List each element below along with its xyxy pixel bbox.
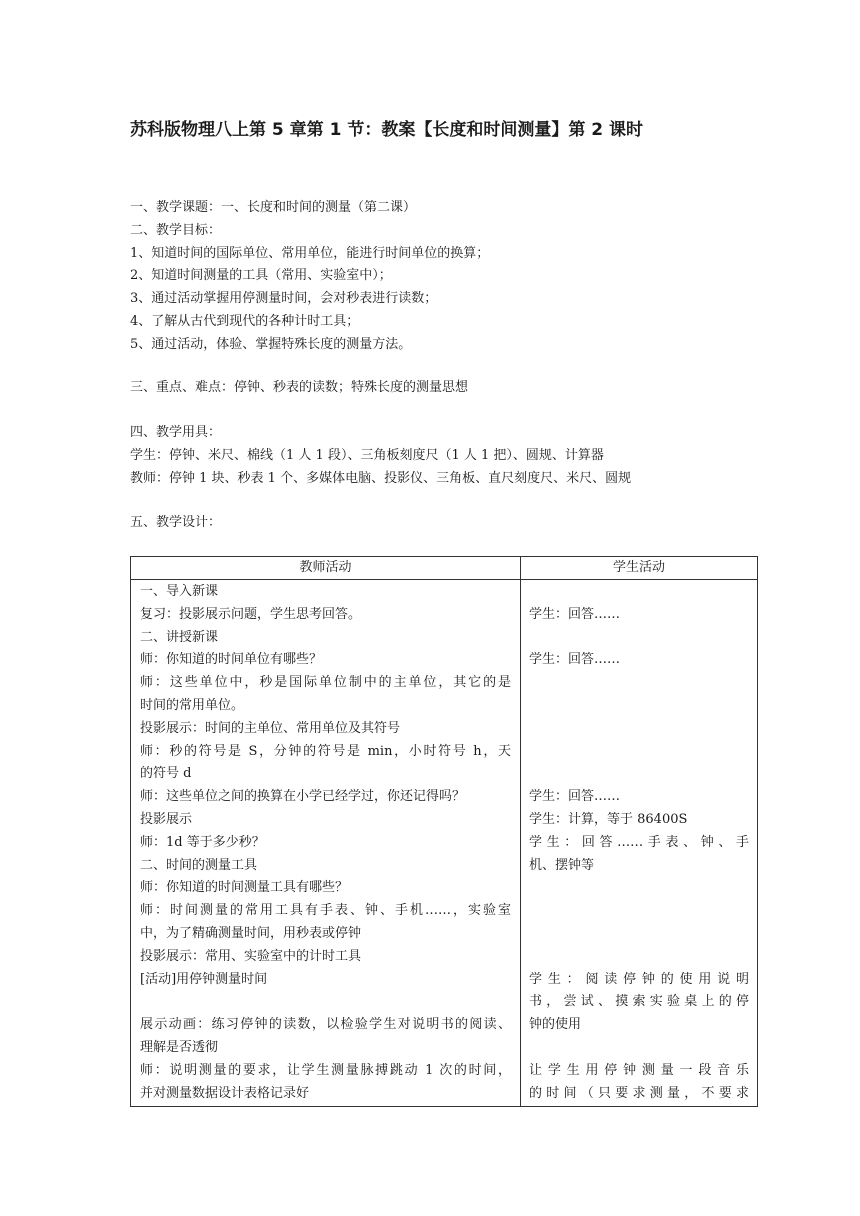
lesson-topic-section — [130, 197, 770, 357]
table-line: 机、摆钟等 — [529, 857, 595, 873]
tools-teacher: 教师：停钟 1 块、秒表 1 个、多媒体电脑、投影仪、三角板、直尺刻度尺、米尺、圆规 — [130, 470, 632, 486]
tools-student: 学生：停钟、米尺、棉线（1 人 1 段）、三角板刻度尺（1 人 1 把）、圆规、计算器 — [130, 447, 604, 463]
table-blank-line — [529, 581, 749, 604]
table-blank-line — [529, 672, 749, 695]
table-line: 学生：回答…… — [529, 606, 621, 622]
tools-heading: 四、教学用具： — [130, 425, 222, 440]
teacher-activity-lines — [132, 581, 519, 1105]
table-line: 让学生用停钟测量一段音乐 — [529, 1062, 749, 1078]
teaching-design-table — [130, 556, 758, 1107]
table-blank-line — [140, 991, 511, 1014]
key-points: 三、重点、难点：停钟、秒表的读数；特殊长度的测量思想 — [130, 380, 469, 395]
table-blank-line — [529, 923, 749, 946]
table-blank-line — [529, 1037, 749, 1060]
tools-section — [130, 422, 770, 490]
table-line: 学生：回答…… — [529, 652, 621, 668]
document-title: 苏科版物理八上第 5 章第 1 节：教案【长度和时间测量】第 2 课时 — [130, 120, 643, 140]
table-blank-line — [529, 718, 749, 741]
table-line: 师：时间测量的常用工具有手表、钟、手机……，实验室 — [140, 903, 511, 919]
table-line: 学生：阅读停钟的使用说明 — [529, 971, 749, 987]
table-line: 二、时间的测量工具 — [140, 857, 258, 873]
table-blank-line — [529, 946, 749, 969]
table-blank-line — [529, 877, 749, 900]
lesson-topic: 一、教学课题：一、长度和时间的测量（第二课） — [130, 200, 417, 215]
header-teacher-activity: 教师活动 — [131, 557, 521, 580]
design-section — [130, 512, 770, 535]
table-line: 学生：回答…… — [529, 789, 621, 805]
table-line: 师：说明测量的要求，让学生测量脉搏跳动 1 次的时间， — [140, 1062, 511, 1078]
table-line: 的时间（只要求测量，不要求 — [529, 1085, 749, 1101]
table-line: 复习：投影展示问题，学生思考回答。 — [140, 606, 362, 622]
table-header-row — [131, 557, 758, 580]
table-row — [131, 580, 758, 1107]
student-activity-lines — [522, 581, 756, 1105]
objective-item: 1、知道时间的国际单位、常用单位，能进行时间单位的换算； — [130, 245, 490, 261]
table-blank-line — [529, 695, 749, 718]
table-line: 投影展示 — [140, 811, 193, 827]
table-line: 投影展示：常用、实验室中的计时工具 — [140, 948, 362, 964]
table-line: 二、讲授新课 — [140, 629, 219, 645]
header-student-activity: 学生活动 — [521, 557, 758, 580]
table-line: 理解是否透彻 — [140, 1039, 219, 1055]
table-line: 展示动画：练习停钟的读数，以检验学生对说明书的阅读、 — [140, 1017, 511, 1033]
table-line: 学生：回答……手表、钟、手 — [529, 834, 749, 850]
table-line: 中，为了精确测量时间，用秒表或停钟 — [140, 925, 362, 941]
objective-item: 2、知道时间测量的工具（常用、实验室中）； — [130, 268, 392, 284]
table-blank-line — [529, 763, 749, 786]
table-blank-line — [529, 900, 749, 923]
table-line: 书，尝试、摸索实验桌上的停 — [529, 994, 749, 1010]
objective-item: 4、了解从古代到现代的各种计时工具； — [130, 313, 360, 329]
table-line: 时间的常用单位。 — [140, 697, 245, 713]
objective-item: 3、通过活动掌握用停测量时间，会对秒表进行读数； — [130, 291, 438, 307]
table-line: 师：秒的符号是 S，分钟的符号是 min，小时符号 h，天 — [140, 743, 511, 759]
objective-item: 5、通过活动，体验、掌握特殊长度的测量方法。 — [130, 336, 412, 352]
teacher-activity-cell — [131, 580, 521, 1107]
table-line: 并对测量数据设计表格记录好 — [140, 1085, 310, 1101]
design-heading: 五、教学设计： — [130, 515, 222, 530]
table-line: 师：1d 等于多少秒？ — [140, 834, 265, 850]
table-line: 学生：计算，等于 86400S — [529, 811, 688, 827]
table-line: 师：你知道的时间单位有哪些？ — [140, 652, 323, 668]
table-line: 一、导入新课 — [140, 584, 219, 599]
objectives-heading: 二、教学目标： — [130, 222, 222, 238]
table-line: 钟的使用 — [529, 1017, 582, 1033]
table-line: 投影展示：时间的主单位、常用单位及其符号 — [140, 720, 401, 736]
key-points-section — [130, 377, 770, 400]
table-line: 的符号 d — [140, 766, 192, 782]
student-activity-cell — [521, 580, 758, 1107]
table-blank-line — [529, 741, 749, 764]
table-line: [活动]用停钟测量时间 — [140, 971, 268, 987]
table-line: 师：你知道的时间测量工具有哪些？ — [140, 880, 349, 896]
table-blank-line — [529, 627, 749, 650]
table-line: 师：这些单位中，秒是国际单位制中的主单位，其它的是 — [140, 675, 511, 691]
table-line: 师：这些单位之间的换算在小学已经学过，你还记得吗？ — [140, 789, 466, 805]
